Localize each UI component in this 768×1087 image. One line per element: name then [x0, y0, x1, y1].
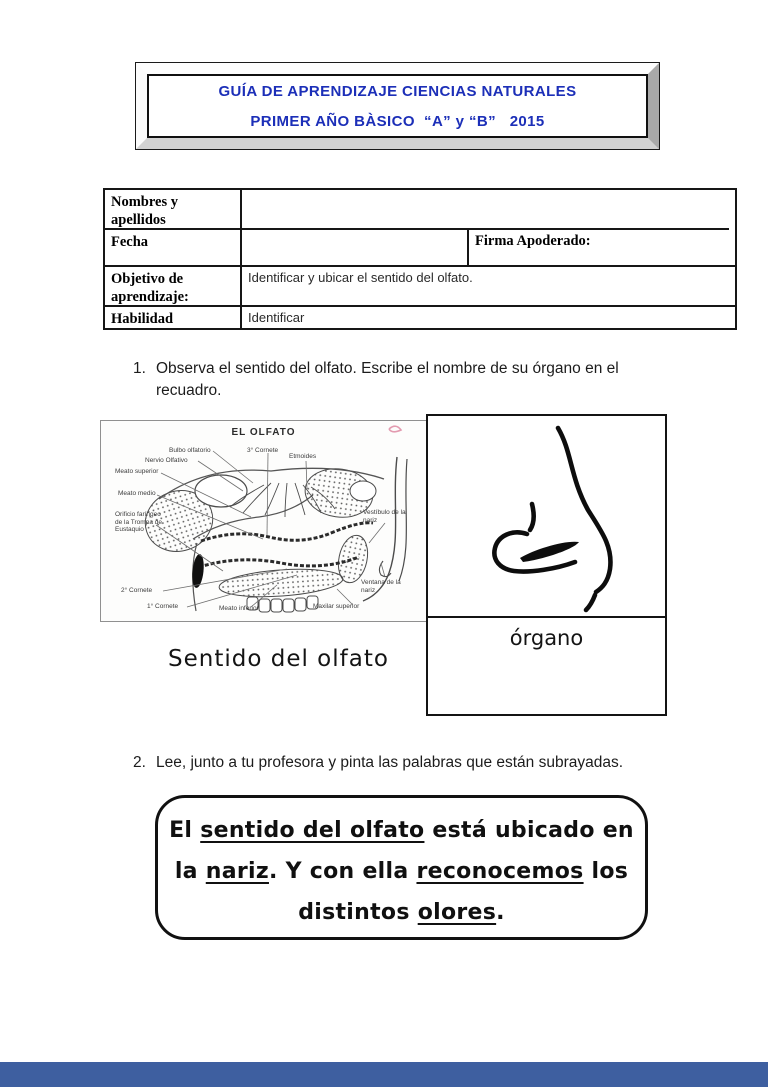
reading-box: [155, 795, 648, 940]
row-label-fecha: Fecha: [103, 228, 240, 265]
table-row-nombres: [103, 188, 735, 228]
diagram-label-vestibulo: Vestíbulo de la nariz: [363, 509, 406, 524]
diagram-label-etmoides: Etmoides: [289, 453, 317, 460]
row-value-habilidad: Identificar: [240, 305, 735, 328]
row-value-nombres: [240, 188, 735, 228]
table-row-objetivo: [103, 265, 735, 305]
reading-line: distintos olores.: [298, 900, 505, 925]
activity-1-number: 1.: [133, 360, 146, 377]
diagram-label-cornete1: 1° Cornete: [147, 603, 179, 610]
row-label-objetivo: Objetivo de aprendizaje:: [103, 265, 240, 305]
diagram-label-cornete3: 3° Cornete: [247, 447, 279, 454]
diagram-label-maxilar: Maxilar superior: [313, 603, 360, 610]
table-row-fecha: [103, 228, 735, 265]
row-value-fecha: [240, 228, 467, 265]
organ-box: [426, 414, 667, 716]
diagram-label-ventana: Ventana de la nariz: [361, 579, 401, 594]
reading-line: El sentido del olfato está ubicado en: [169, 818, 634, 843]
diagram-label-meato-inferior: Meato inferior: [219, 605, 259, 612]
diagram-caption: Sentido del olfato: [168, 646, 389, 672]
organ-label: órgano: [509, 626, 584, 650]
header-bevel: [136, 63, 659, 149]
diagram-label-nervio: Nervio Olfativo: [145, 457, 188, 464]
olfactory-diagram: [100, 420, 427, 622]
activity-2-number: 2.: [133, 754, 146, 771]
header-inner: [147, 74, 648, 138]
header-title-line2: PRIMER AÑO BÀSICO “A” y “B” 2015: [250, 112, 545, 130]
table-row-habilidad: [103, 305, 735, 328]
row-label-nombres: Nombres y apellidos: [103, 188, 240, 228]
reading-line: la nariz. Y con ella reconocemos los: [174, 859, 629, 884]
diagram-title: EL OLFATO: [231, 427, 296, 438]
reading-box-text: [158, 810, 645, 933]
activity-1: [133, 358, 653, 402]
header-title-line1: GUÍA DE APRENDIZAJE CIENCIAS NATURALES: [218, 82, 577, 100]
activity-2-text: Lee, junto a tu profesora y pinta las palabras que están subrayadas.: [156, 754, 624, 771]
diagram-label-meato-superior: Meato superior: [115, 468, 159, 475]
activity-2: [133, 752, 653, 774]
row-label-firma: Firma Apoderado:: [467, 228, 729, 265]
activity-1-text: Observa el sentido del olfato. Escribe el nombre de su órgano en el recuadro.: [156, 360, 619, 399]
diagram-label-cornete2: 2° Cornete: [121, 587, 153, 594]
organ-image-area: [428, 416, 665, 618]
diagram-label-orificio: Orificio faríngeo de la Trompa de Eustaquio: [115, 511, 162, 533]
row-value-objetivo: Identificar y ubicar el sentido del olfato.: [240, 265, 735, 305]
nose-drawing: [480, 422, 650, 614]
info-table: [103, 188, 737, 330]
row-label-habilidad: Habilidad: [103, 305, 240, 328]
diagram-label-meato-medio: Meato medio: [118, 490, 156, 497]
footer-bar: [0, 1062, 768, 1087]
diagram-label-bulbo: Bulbo olfatorio: [169, 447, 211, 454]
header-box: [135, 62, 660, 150]
